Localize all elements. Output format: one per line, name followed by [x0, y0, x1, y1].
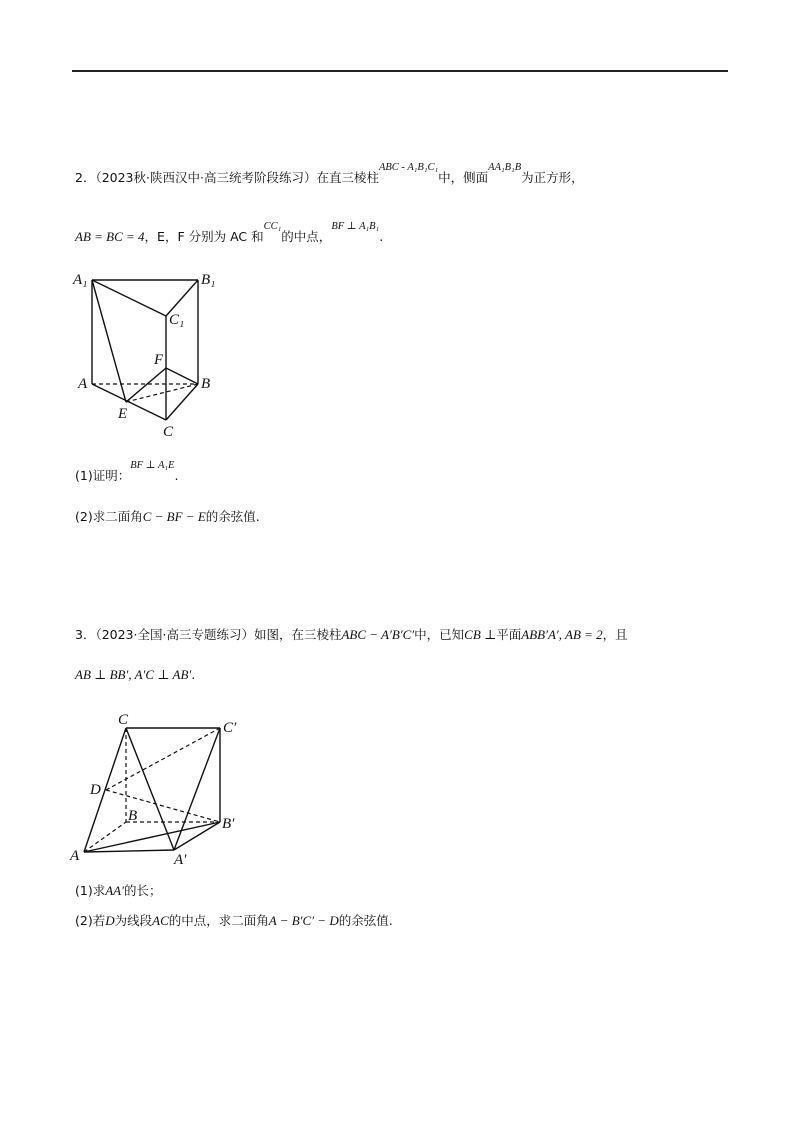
- q2-part2-label: (2)求二面角: [75, 509, 143, 524]
- q3-number: 3．: [75, 627, 96, 642]
- q3-line1: [75, 628, 628, 642]
- q3-cond1: CB ⊥: [464, 627, 497, 642]
- q3-part1: [75, 884, 161, 898]
- q2-line2b: 的中点，: [281, 229, 332, 244]
- q2-prism: ABC - A₁B₁C₁: [378, 162, 439, 173]
- q2-label-A1: A₁: [73, 272, 88, 288]
- q3-label-A: A: [70, 848, 80, 864]
- q2-part1-end: .: [174, 468, 179, 483]
- q2-face: AA₁B₁B: [488, 162, 522, 173]
- q2-cc1: CC₁: [263, 221, 282, 232]
- q3-label-D: D: [90, 782, 101, 798]
- q2-part2-end: 的余弦值.: [205, 509, 260, 524]
- q3-figure: [66, 710, 246, 870]
- q3-line2: [75, 668, 195, 682]
- q2-label-C1: C₁: [169, 312, 185, 328]
- q2-line2a: ，E，F 分别为 AC 和: [144, 229, 264, 244]
- q3-part1-label: (1)求: [75, 883, 106, 898]
- q3-part2-label: (2)若: [75, 913, 106, 928]
- q3-period: .: [191, 667, 196, 682]
- q2-line1: [75, 162, 584, 186]
- q3-label-Cp: C′: [223, 720, 237, 736]
- q2-mid2: 为正方形，: [521, 170, 584, 185]
- q2-eq: AB = BC = 4: [75, 229, 145, 244]
- q2-label-F: F: [154, 352, 164, 368]
- q3-part2: [75, 914, 393, 928]
- q2-period: .: [379, 229, 384, 244]
- q3-label-Ap: A′: [174, 852, 187, 868]
- q2-number: 2．: [75, 170, 96, 185]
- q2-label-E: E: [118, 406, 128, 422]
- q3-prism: ABC − A′B′C′: [341, 627, 415, 642]
- q2-mid1: 中，侧面: [438, 170, 489, 185]
- q3-and: ，且: [602, 627, 628, 642]
- q2-source: （2023秋·陕西汉中·高三统考阶段练习）在直三棱柱: [95, 170, 379, 185]
- q3-part2-mid2: 的中点，求二面角: [168, 913, 269, 928]
- q2-figure: [70, 264, 230, 444]
- q3-part2-ac: AC: [152, 913, 169, 928]
- q2-part2: [75, 510, 260, 524]
- q3-cond1b: ABB′A′, AB = 2: [521, 627, 603, 642]
- q3-mid1: 中，已知: [414, 627, 465, 642]
- q3-part2-end: 的余弦值.: [338, 913, 393, 928]
- q3-part1-end: 的长；: [123, 883, 162, 898]
- q3-label-B: B: [128, 808, 138, 824]
- q2-label-A: A: [78, 376, 88, 392]
- q2-condition: BF ⊥ A₁B₁: [331, 221, 380, 232]
- header-rule: [72, 70, 728, 72]
- q2-part2-math: C − BF − E: [142, 509, 206, 524]
- q2-label-B1: B₁: [201, 272, 216, 288]
- q2-part1-math: BF ⊥ A₁E: [130, 460, 175, 471]
- q3-part2-d: D: [105, 913, 115, 928]
- q2-part1-label: (1)证明：: [75, 468, 131, 483]
- q3-part2-math: A − B′C′ − D: [268, 913, 339, 928]
- q3-source: （2023·全国·高三专题练习）如图，在三棱柱: [95, 627, 342, 642]
- q3-label-Bp: B′: [222, 816, 235, 832]
- q3-part1-math: AA′: [105, 883, 124, 898]
- q3-part2-mid: 为线段: [114, 913, 153, 928]
- q2-label-C: C: [163, 424, 174, 440]
- q3-plane-word: 平面: [496, 627, 522, 642]
- q2-label-B: B: [201, 376, 211, 392]
- q3-condition: AB ⊥ BB′, A′C ⊥ AB′: [75, 667, 192, 682]
- q3-label-C: C: [118, 712, 129, 728]
